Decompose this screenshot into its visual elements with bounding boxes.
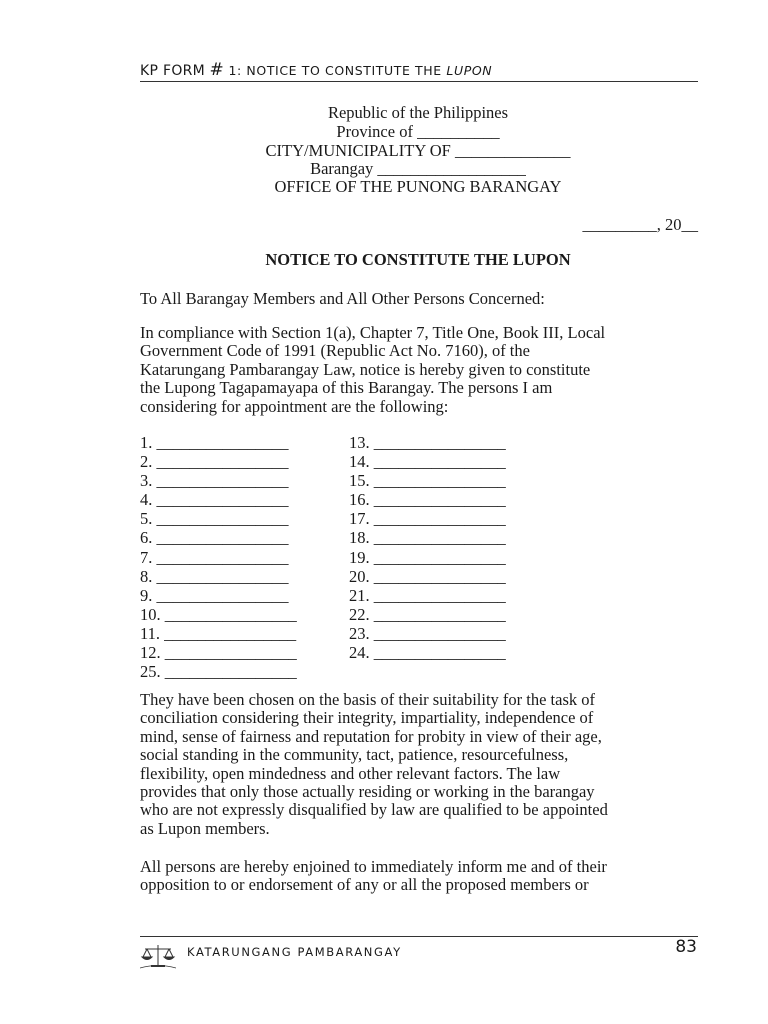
qualification-paragraph xyxy=(140,691,700,838)
form-hash: # xyxy=(209,60,225,80)
province-line: Province of __________ xyxy=(336,122,500,141)
form-code: KP FORM xyxy=(140,63,206,79)
date-line: _________, 20__ xyxy=(582,215,698,234)
nominee-entry[interactable]: 18. ________________ xyxy=(349,528,506,548)
nominee-entry[interactable]: 7. ________________ xyxy=(140,547,289,567)
nominee-entry[interactable]: 8. ________________ xyxy=(140,566,289,586)
nominee-entry[interactable]: 17. ________________ xyxy=(349,509,506,529)
body-line: provides that only those actually residing or working in the barangay xyxy=(140,782,595,802)
nominee-entry[interactable]: 15. ________________ xyxy=(349,471,506,491)
nominee-entry[interactable]: 11. ________________ xyxy=(140,623,297,643)
nominee-entry[interactable]: 5. ________________ xyxy=(140,509,289,529)
nominee-entry[interactable]: 21. ________________ xyxy=(349,585,506,605)
nominee-entry[interactable]: 14. ________________ xyxy=(349,452,506,472)
nominee-entry[interactable]: 9. ________________ xyxy=(140,585,289,605)
intro-line: the Lupong Tagapamayapa of this Barangay. The persons I am xyxy=(140,378,553,398)
nominee-entry[interactable]: 2. ________________ xyxy=(140,452,289,472)
nominee-entry[interactable]: 23. ________________ xyxy=(349,623,506,643)
notice-title: NOTICE TO CONSTITUTE THE LUPON xyxy=(265,250,571,269)
form-header xyxy=(140,60,698,82)
nominee-entry[interactable]: 22. ________________ xyxy=(349,604,506,624)
nominee-entry[interactable]: 1. ________________ xyxy=(140,433,289,452)
page-number: 83 xyxy=(675,937,697,957)
body-line: who are not expressly disqualified by law are qualified to be appointed xyxy=(140,800,608,820)
intro-line: In compliance with Section 1(a), Chapter 7, Title One, Book III, Local xyxy=(140,323,606,342)
footer-title: KATARUNGANG PAMBARANGAY xyxy=(187,945,402,959)
closing-line: opposition to or endorsement of any or all the proposed members or xyxy=(140,875,589,895)
intro-line: considering for appointment are the following: xyxy=(140,396,449,416)
body-line: They have been chosen on the basis of their suitability for the task of xyxy=(140,690,595,709)
nominee-entry[interactable]: 24. ________________ xyxy=(349,643,506,663)
scales-of-justice-icon xyxy=(140,943,176,969)
nominee-entry[interactable]: 12. ________________ xyxy=(140,643,297,663)
intro-line: Government Code of 1991 (Republic Act No. 7160), of the xyxy=(140,341,530,361)
office-line: OFFICE OF THE PUNONG BARANGAY xyxy=(274,177,562,196)
form-number: 1 xyxy=(228,63,238,78)
intro-line: Katarungang Pambarangay Law, notice is hereby given to constitute xyxy=(140,359,591,379)
body-line: social standing in the community, tact, patience, resourcefulness, xyxy=(140,745,569,765)
republic-line: Republic of the Philippines xyxy=(327,103,509,122)
intro-paragraph xyxy=(140,324,700,416)
form-subtitle-lupon: LUPON xyxy=(446,63,493,78)
closing-paragraph xyxy=(140,858,700,895)
nominee-entry[interactable]: 10. ________________ xyxy=(140,604,297,624)
nominee-list-right xyxy=(349,433,506,662)
nominee-list-left xyxy=(140,433,297,681)
city-line: CITY/MUNICIPALITY OF ______________ xyxy=(265,141,571,160)
closing-line: All persons are hereby enjoined to immediately inform me and of their xyxy=(140,857,607,876)
form-subtitle: : NOTICE TO CONSTITUTE THE xyxy=(237,63,447,78)
body-line: flexibility, open mindedness and other relevant factors. The law xyxy=(140,763,561,783)
footer-rule xyxy=(140,936,698,937)
nominee-entry[interactable]: 13. ________________ xyxy=(349,433,506,452)
barangay-line: Barangay __________________ xyxy=(310,159,526,178)
body-line: as Lupon members. xyxy=(140,818,270,838)
nominee-entry[interactable]: 25. ________________ xyxy=(140,662,297,682)
nominee-entry[interactable]: 4. ________________ xyxy=(140,490,289,510)
nominee-entry[interactable]: 3. ________________ xyxy=(140,471,289,491)
body-line: mind, sense of fairness and reputation for probity in view of their age, xyxy=(140,726,602,746)
salutation: To All Barangay Members and All Other Persons Concerned: xyxy=(140,289,545,308)
body-line: conciliation considering their integrity, impartiality, independence of xyxy=(140,708,594,728)
nominee-entry[interactable]: 20. ________________ xyxy=(349,566,506,586)
nominee-entry[interactable]: 6. ________________ xyxy=(140,528,289,548)
nominee-entry[interactable]: 16. ________________ xyxy=(349,490,506,510)
nominee-entry[interactable]: 19. ________________ xyxy=(349,547,506,567)
